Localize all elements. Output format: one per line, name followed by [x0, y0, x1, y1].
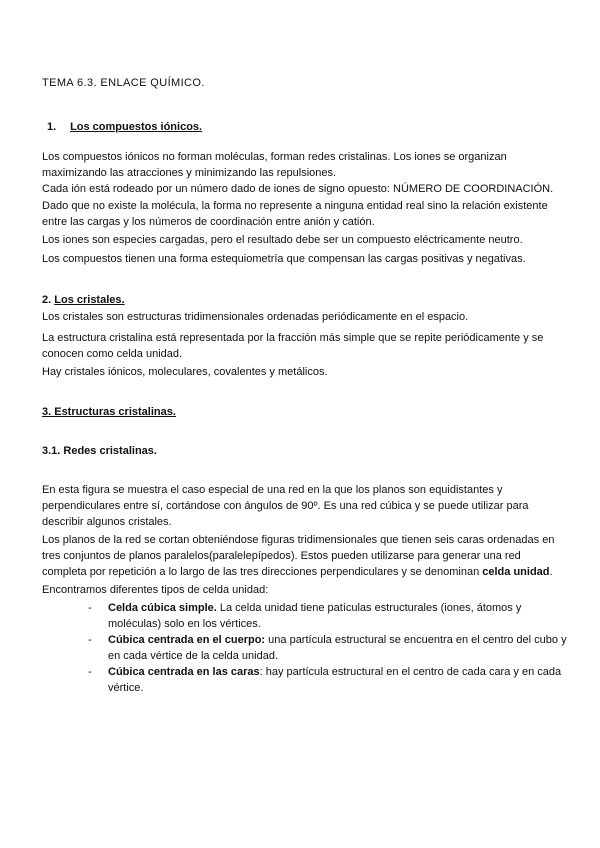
section-1-title: Los compuestos iónicos.: [70, 121, 203, 133]
section-1-heading: [42, 119, 562, 135]
list-item: [86, 664, 576, 696]
section-2-paragraph-2: La estructura cristalina está representada por la fracción más simple que se repite periódicamente y se conocen como celda unidad.: [42, 332, 544, 360]
section-3-paragraph-2: [42, 532, 562, 580]
cell-types-list: [86, 600, 576, 696]
list-item: [86, 600, 576, 632]
list-bullet: -: [88, 634, 92, 646]
section-3-1-heading: 3.1. Redes cristalinas.: [42, 445, 157, 457]
list-bullet: -: [88, 666, 92, 678]
section-1-paragraph-1: Los compuestos iónicos no forman moléculas, forman redes cristalinas. Los iones se organizan maximizando las atracciones y minimizando las repulsiones.: [42, 151, 507, 179]
document-title: TEMA 6.3. ENLACE QUÍMICO.: [42, 77, 205, 89]
section-2-title: Los cristales.: [54, 294, 125, 306]
list-item-term: Cúbica centrada en el cuerpo:: [108, 634, 266, 646]
section-1-paragraph-5: Los compuestos tienen una forma estequiometría que compensan las cargas positivas y negativas.: [42, 253, 526, 265]
celda-unidad-term: celda unidad: [482, 566, 550, 578]
section-1-paragraph-2: Cada ión está rodeado por un número dado de iones de signo opuesto: NÚMERO DE COORDINACIÓN.: [42, 183, 554, 195]
list-item: [86, 632, 576, 664]
section-3-heading: [42, 404, 562, 420]
section-2-number: 2.: [42, 294, 52, 306]
section-3-paragraph-2-text: Los planos de la red se cortan obteniéndose figuras tridimensionales que tienen seis caras ordenadas en tres conjuntos de planos paralelos(paralelepípedos). Estos pueden utilizarse para generar una red completa por repetición a lo largo de las tres direcciones perpendiculares y se denominan: [42, 534, 555, 578]
list-item-text: una partícula estructural se encuentra en el centro del cubo y en cada vértice de la celda unidad.: [108, 634, 567, 662]
list-item-text: : hay partícula estructural en el centro de cada cara y en cada vértice.: [108, 666, 562, 694]
list-item-text: La celda unidad tiene patículas estructurales (iones, átomos y moléculas) solo en los vértices.: [108, 602, 522, 630]
section-2-paragraph-1: Los cristales son estructuras tridimensionales ordenadas periódicamente en el espacio.: [42, 311, 469, 323]
section-3-title: 3. Estructuras cristalinas.: [42, 406, 176, 418]
list-bullet: -: [88, 602, 92, 614]
section-1-number: 1.: [47, 121, 57, 133]
list-item-term: Celda cúbica simple.: [108, 602, 217, 614]
section-3-paragraph-3: Encontramos diferentes tipos de celda unidad:: [42, 584, 269, 596]
section-2-paragraph-3: Hay cristales iónicos, moleculares, covalentes y metálicos.: [42, 366, 328, 378]
section-3-paragraph-1: En esta figura se muestra el caso especial de una red en la que los planos son equidistantes y perpendiculares entre sí, cortándose con ángulos de 90º. Es una red cúbica y se puede utilizar para describir algunos cristales.: [42, 484, 529, 528]
section-2-heading: [42, 292, 562, 308]
section-1-paragraph-3: Dado que no existe la molécula, la forma no represente a ninguna entidad real sino la relación existente entre las cargas y los números de coordinación entre anión y catión.: [42, 200, 548, 228]
list-item-term: Cúbica centrada en las caras: [108, 666, 260, 678]
section-1-paragraph-4: Los iones son especies cargadas, pero el resultado debe ser un compuesto eléctricamente neutro.: [42, 234, 523, 246]
section-3-paragraph-2-end: .: [549, 566, 553, 578]
